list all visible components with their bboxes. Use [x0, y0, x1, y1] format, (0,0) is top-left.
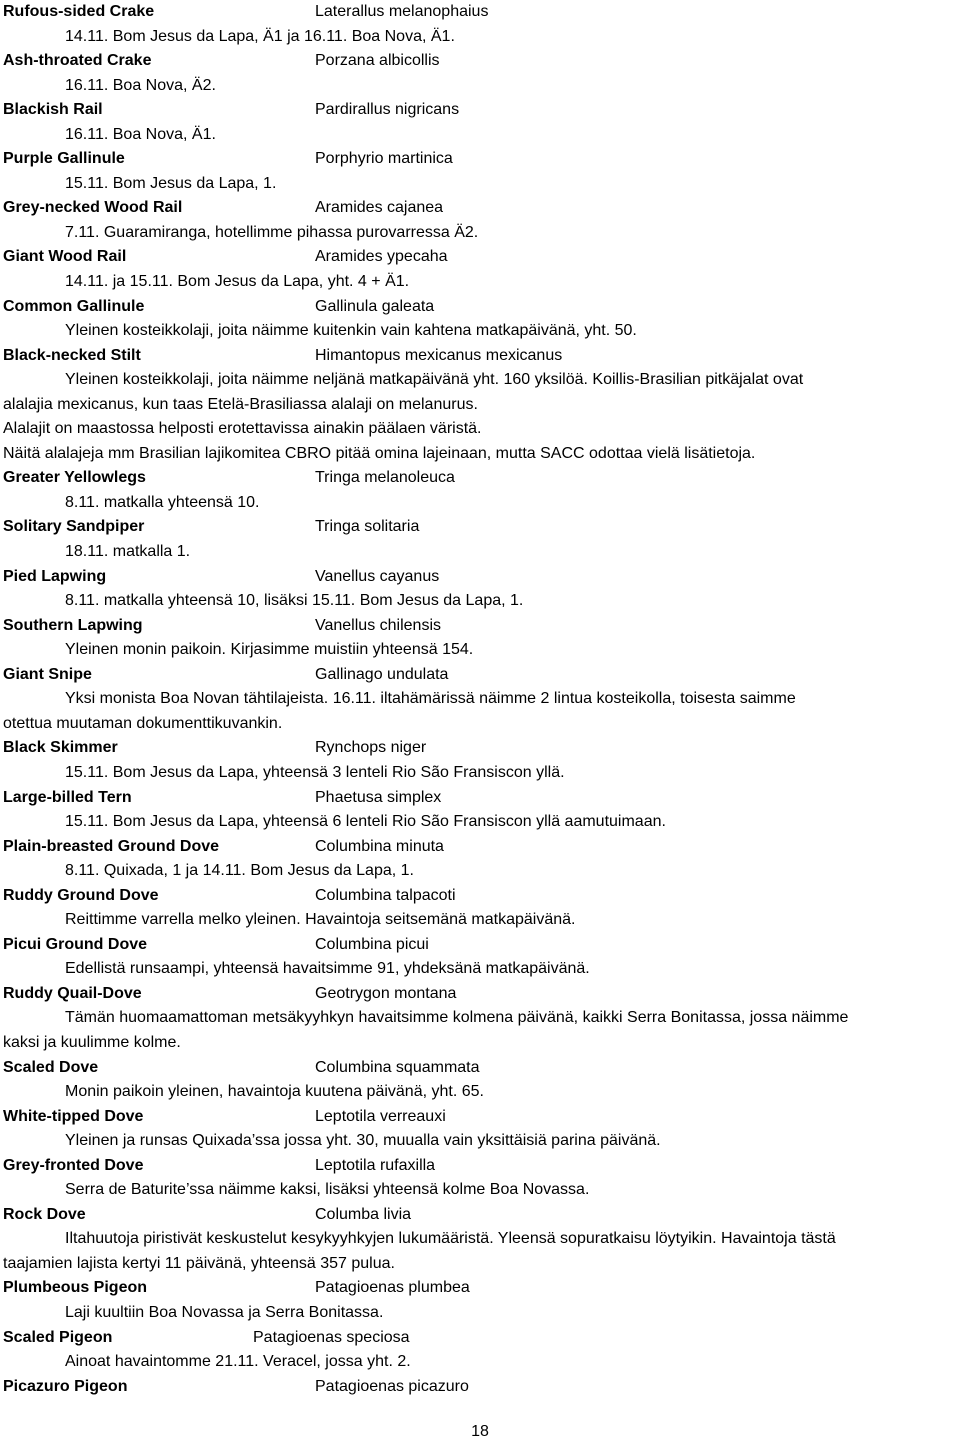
species-note: Yleinen ja runsas Quixada’ssa jossa yht. 30, muualla vain yksittäisiä parina päivänä. — [65, 1132, 661, 1150]
species-entry-heading — [0, 49, 960, 74]
species-common-name: Solitary Sandpiper — [3, 518, 145, 536]
page-number: 18 — [471, 1423, 489, 1440]
species-scientific-name: Porphyrio martinica — [315, 150, 453, 168]
species-common-name: Large-billed Tern — [3, 788, 132, 806]
species-note: 16.11. Boa Nova, Ä1. — [65, 125, 216, 143]
species-entry-heading — [0, 1276, 960, 1301]
species-note: Tämän huomaamattoman metsäkyyhkyn havaitsimme kolmena päivänä, kaikki Serra Bonitassa, jossa näimme — [65, 1009, 849, 1027]
species-common-name: Purple Gallinule — [3, 150, 125, 168]
species-entry-heading — [0, 1203, 960, 1228]
species-scientific-name: Columbina picui — [315, 935, 429, 953]
species-note: Edellistä runsaampi, yhteensä havaitsimme 91, yhdeksänä matkapäivänä. — [65, 960, 590, 978]
species-common-name: Picazuro Pigeon — [3, 1377, 128, 1395]
species-entry-heading — [0, 295, 960, 320]
species-common-name: Ash-throated Crake — [3, 52, 152, 70]
species-note-continuation: taajamien lajista kertyi 11 päivänä, yhteensä 357 pulua. — [3, 1254, 395, 1272]
species-scientific-name: Gallinago undulata — [315, 665, 449, 683]
species-common-name: Common Gallinule — [3, 297, 145, 315]
species-scientific-name: Columbina minuta — [315, 837, 444, 855]
species-entry-heading — [0, 835, 960, 860]
species-entry-heading — [0, 344, 960, 369]
species-note: 14.11. Bom Jesus da Lapa, Ä1 ja 16.11. Boa Nova, Ä1. — [65, 27, 455, 45]
species-entry-heading — [0, 515, 960, 540]
species-common-name: Pied Lapwing — [3, 567, 107, 585]
species-scientific-name: Vanellus chilensis — [315, 616, 441, 634]
species-scientific-name: Geotrygon montana — [315, 984, 457, 1002]
species-entry-heading — [0, 1326, 960, 1351]
species-scientific-name: Rynchops niger — [315, 739, 427, 757]
species-common-name: Rock Dove — [3, 1205, 86, 1223]
species-common-name: Grey-fronted Dove — [3, 1156, 144, 1174]
species-common-name: Grey-necked Wood Rail — [3, 199, 183, 217]
species-scientific-name: Tringa solitaria — [315, 518, 420, 536]
species-note: 8.11. matkalla yhteensä 10. — [65, 493, 260, 511]
species-note: Ainoat havaintomme 21.11. Veracel, jossa yht. 2. — [65, 1353, 411, 1371]
species-note: Yleinen kosteikkolaji, joita näimme kuitenkin vain kahtena matkapäivänä, yht. 50. — [65, 322, 637, 340]
species-note: 7.11. Guaramiranga, hotellimme pihassa purovarressa Ä2. — [65, 223, 479, 241]
species-note-continuation: Alalajit on maastossa helposti erotettavissa ainakin päälaen väristä. — [3, 420, 482, 438]
species-note: 15.11. Bom Jesus da Lapa, 1. — [65, 174, 277, 192]
species-note-continuation: otettua muutaman dokumenttikuvankin. — [3, 714, 283, 732]
species-note: Reittimme varrella melko yleinen. Havaintoja seitsemänä matkapäivänä. — [65, 911, 576, 929]
species-note: 14.11. ja 15.11. Bom Jesus da Lapa, yht. 4 + Ä1. — [65, 273, 410, 291]
species-common-name: Black-necked Stilt — [3, 346, 141, 364]
species-common-name: Ruddy Ground Dove — [3, 886, 159, 904]
species-entry-heading — [0, 614, 960, 639]
species-common-name: Ruddy Quail-Dove — [3, 984, 142, 1002]
species-scientific-name: Patagioenas plumbea — [315, 1279, 470, 1297]
species-note: Yleinen kosteikkolaji, joita näimme neljänä matkapäivänä yht. 160 yksilöä. Koillis-Brasilian pitkäjalat ovat — [65, 371, 804, 389]
species-entry-heading — [0, 884, 960, 909]
species-entry-heading — [0, 0, 960, 25]
species-note: Serra de Baturite’ssa näimme kaksi, lisäksi yhteensä kolme Boa Novassa. — [65, 1181, 590, 1199]
species-note: 15.11. Bom Jesus da Lapa, yhteensä 3 lenteli Rio São Fransiscon yllä. — [65, 763, 565, 781]
species-scientific-name: Leptotila rufaxilla — [315, 1156, 436, 1174]
species-scientific-name: Porzana albicollis — [315, 52, 440, 70]
species-entry-heading — [0, 1056, 960, 1081]
species-common-name: Blackish Rail — [3, 101, 103, 119]
species-scientific-name: Columbina squammata — [315, 1058, 480, 1076]
species-scientific-name: Patagioenas speciosa — [253, 1328, 410, 1346]
species-common-name: White-tipped Dove — [3, 1107, 144, 1125]
species-common-name: Picui Ground Dove — [3, 935, 148, 953]
species-note-continuation: alalajia mexicanus, kun taas Etelä-Brasiliassa alalaji on melanurus. — [3, 395, 478, 413]
species-note-continuation: kaksi ja kuulimme kolme. — [3, 1033, 181, 1051]
species-note: Monin paikoin yleinen, havaintoja kuutena päivänä, yht. 65. — [65, 1083, 484, 1101]
species-entry-heading — [0, 982, 960, 1007]
species-scientific-name: Tringa melanoleuca — [315, 469, 455, 487]
species-entry-heading — [0, 786, 960, 811]
species-scientific-name: Pardirallus nigricans — [315, 101, 460, 119]
species-entry-heading — [0, 1375, 960, 1400]
species-note: Laji kuultiin Boa Novassa ja Serra Bonitassa. — [65, 1303, 384, 1321]
species-note: 8.11. Quixada, 1 ja 14.11. Bom Jesus da Lapa, 1. — [65, 862, 414, 880]
species-common-name: Rufous-sided Crake — [3, 3, 155, 20]
species-entry-heading — [0, 565, 960, 590]
species-note: Yksi monista Boa Novan tähtilajeista. 16.11. iltahämärissä näimme 2 lintua kosteikolla, toisesta saimme — [65, 690, 796, 708]
species-note-continuation: Näitä alalajeja mm Brasilian lajikomitea CBRO pitää omina lajeinaan, mutta SACC odottaa vielä lisätietoja. — [3, 444, 756, 462]
species-entry-heading — [0, 1105, 960, 1130]
species-common-name: Giant Snipe — [3, 665, 92, 683]
species-common-name: Plain-breasted Ground Dove — [3, 837, 220, 855]
species-entry-heading — [0, 147, 960, 172]
species-common-name: Scaled Dove — [3, 1058, 99, 1076]
species-common-name: Plumbeous Pigeon — [3, 1279, 148, 1297]
species-scientific-name: Aramides ypecaha — [315, 248, 448, 266]
species-scientific-name: Vanellus cayanus — [315, 567, 440, 585]
species-entry-heading — [0, 1154, 960, 1179]
species-entry-heading — [0, 98, 960, 123]
species-scientific-name: Patagioenas picazuro — [315, 1377, 469, 1395]
species-common-name: Black Skimmer — [3, 739, 118, 757]
species-scientific-name: Phaetusa simplex — [315, 788, 442, 806]
species-scientific-name: Aramides cajanea — [315, 199, 444, 217]
species-common-name: Southern Lapwing — [3, 616, 143, 634]
species-entry-heading — [0, 736, 960, 761]
species-common-name: Greater Yellowlegs — [3, 469, 146, 487]
species-scientific-name: Himantopus mexicanus mexicanus — [315, 346, 563, 364]
species-scientific-name: Laterallus melanophaius — [315, 3, 489, 20]
species-note: Iltahuutoja piristivät keskustelut kesykyyhkyjen lukumääristä. Yleensä sopuratkaisu löytyikin. Havaintoja tästä — [65, 1230, 836, 1248]
species-note: 16.11. Boa Nova, Ä2. — [65, 76, 216, 94]
species-scientific-name: Leptotila verreauxi — [315, 1107, 446, 1125]
species-scientific-name: Gallinula galeata — [315, 297, 435, 315]
species-note: 18.11. matkalla 1. — [65, 543, 191, 561]
species-note: 8.11. matkalla yhteensä 10, lisäksi 15.11. Bom Jesus da Lapa, 1. — [65, 592, 524, 610]
species-scientific-name: Columba livia — [315, 1205, 412, 1223]
species-note: 15.11. Bom Jesus da Lapa, yhteensä 6 lenteli Rio São Fransiscon yllä aamutuimaan. — [65, 813, 666, 831]
species-entry-heading — [0, 196, 960, 221]
species-scientific-name: Columbina talpacoti — [315, 886, 456, 904]
species-entry-heading — [0, 466, 960, 491]
species-entry-heading — [0, 933, 960, 958]
species-entry-heading — [0, 663, 960, 688]
species-entry-heading — [0, 245, 960, 270]
species-note: Yleinen monin paikoin. Kirjasimme muistiin yhteensä 154. — [65, 641, 474, 659]
species-common-name: Giant Wood Rail — [3, 248, 127, 266]
species-common-name: Scaled Pigeon — [3, 1328, 113, 1346]
